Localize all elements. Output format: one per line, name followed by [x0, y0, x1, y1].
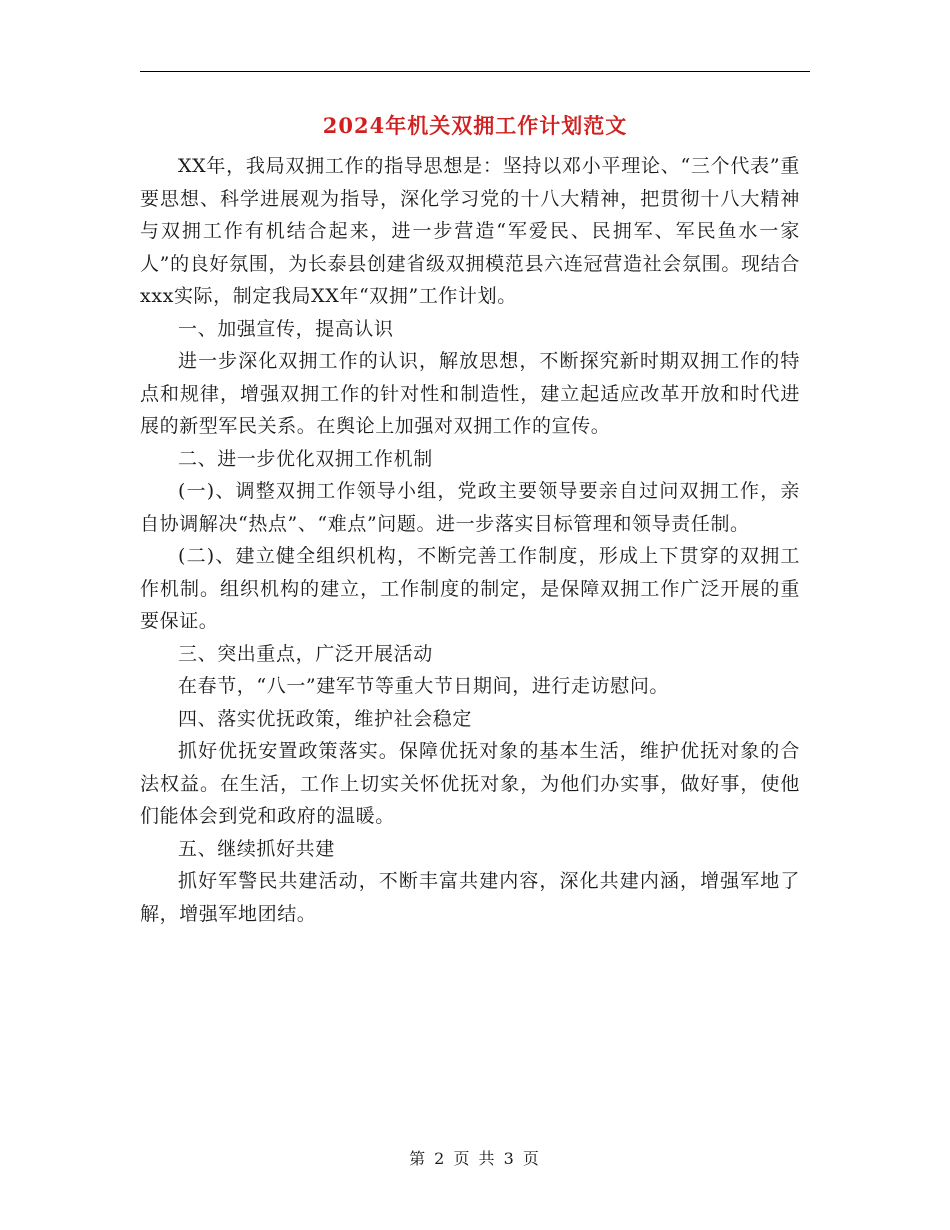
page-number-footer: 第 2 页 共 3 页: [409, 1149, 541, 1168]
paragraph-section-2-item-2: (二)、建立健全组织机构，不断完善工作制度，形成上下贯穿的双拥工作机制。组织机构的建立，工作制度的制定，是保障双拥工作广泛开展的重要保证。: [140, 545, 800, 632]
section-heading-2: 二、进一步优化双拥工作机制: [178, 447, 433, 470]
paragraph-section-4: 抓好优抚安置政策落实。保障优抚对象的基本生活，维护优抚对象的合法权益。在生活，工作上切实关怀优抚对象，为他们办实事，做好事，使他们能体会到党和政府的温暖。: [140, 740, 800, 827]
section-heading-1: 一、加强宣传，提高认识: [178, 317, 394, 340]
paragraph-section-1: 进一步深化双拥工作的认识，解放思想，不断探究新时期双拥工作的特点和规律，增强双拥工作的针对性和制造性，建立起适应改革开放和时代进展的新型军民关系。在舆论上加强对双拥工作的宣传。: [140, 350, 800, 437]
paragraph-intro: XX年，我局双拥工作的指导思想是：坚持以邓小平理论、“三个代表”重要思想、科学进展观为指导，深化学习党的十八大精神，把贯彻十八大精神与双拥工作有机结合起来，进一步营造“军爱民、民拥军、军民鱼水一家人”的良好氛围，为长泰县创建省级双拥模范县六连冠营造社会氛围。现结合xxx实际，制定我局XX年“双拥”工作计划。: [140, 155, 800, 307]
header-rule: [140, 71, 810, 72]
paragraph-section-2-item-1: (一)、调整双拥工作领导小组，党政主要领导要亲自过问双拥工作，亲自协调解决“热点”、“难点”问题。进一步落实目标管理和领导责任制。: [140, 480, 800, 535]
paragraph-section-3: 在春节，“八一”建军节等重大节日期间，进行走访慰问。: [178, 675, 670, 697]
section-heading-3: 三、突出重点，广泛开展活动: [178, 642, 433, 665]
document-title: 2024年机关双拥工作计划范文: [322, 113, 628, 138]
document-body: [140, 150, 800, 930]
section-heading-5: 五、继续抓好共建: [178, 837, 335, 860]
paragraph-section-5: 抓好军警民共建活动，不断丰富共建内容，深化共建内涵，增强军地了解，增强军地团结。: [140, 870, 800, 925]
section-heading-4: 四、落实优抚政策，维护社会稳定: [178, 707, 473, 730]
